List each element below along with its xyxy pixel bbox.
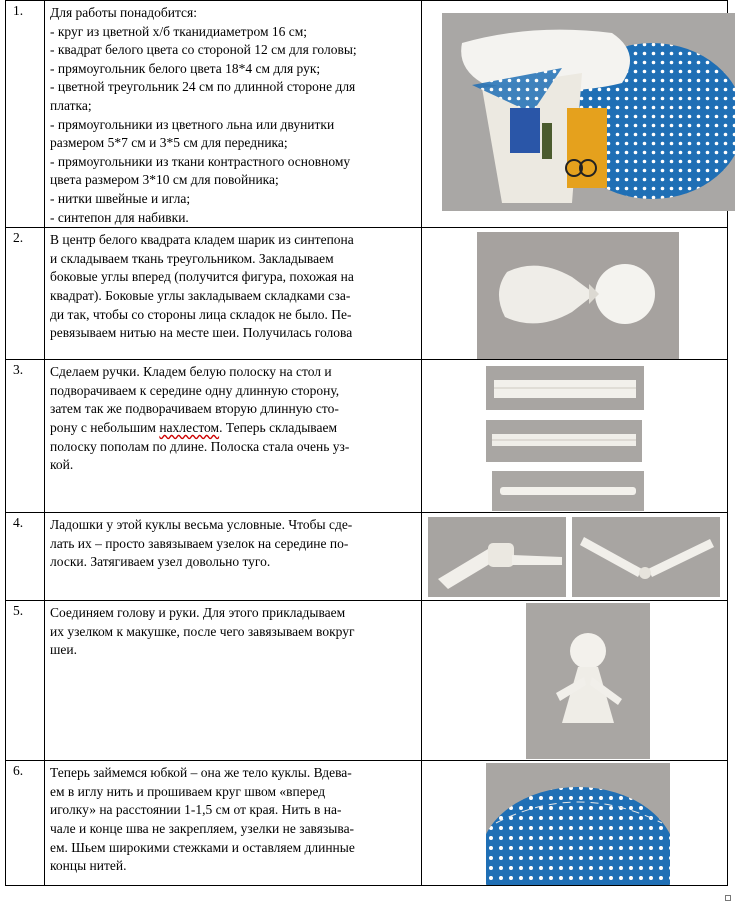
step-row-4 <box>6 513 728 601</box>
step-text: Сделаем ручки. Кладем белую полоску на стол и подворачиваем к середине одну длинную сторону, затем так же подворачиваем вторую длинную сто- рону с небольшим нахлестом. Теперь складываем полоску пополам по длине. Полоска стала очень уз- кой. <box>45 360 422 513</box>
step-row-6 <box>6 761 728 886</box>
table-end-marker <box>725 895 731 901</box>
strip-photo-1 <box>486 366 644 410</box>
step-number: 6. <box>6 761 45 886</box>
materials-photo <box>442 13 735 211</box>
step-image-cell <box>422 1 728 228</box>
step-number: 5. <box>6 601 45 761</box>
step-number: 1. <box>6 1 45 228</box>
step-image-cell <box>422 228 728 360</box>
knot-photo-2 <box>572 517 720 597</box>
step-text: Для работы понадобится: - круг из цветной х/б тканидиаметром 16 см; - квадрат белого цвета со стороной 12 см для головы; - прямоугольник белого цвета 18*4 см для рук; - цветной треугольник 24 см по длинной стороне для платка; - прямоугольники из цветного льна или двунитки размером 5*7 см и 3*5 см для передника; - прямоугольники из ткани контрастного основному цвета размером 3*10 см для повойника; - нитки швейные и игла; - синтепон для набивки. <box>45 1 422 228</box>
head-photo <box>477 232 679 359</box>
instruction-table <box>5 0 728 886</box>
step-row-1 <box>6 1 728 228</box>
step-text: Теперь займемся юбкой – она же тело куклы. Вдева- ем в иглу нить и прошиваем круг швом «вперед иголку» на расстоянии 1-1,5 см от края. Нить в на- чале и конце шва не закрепляем, узелки не завязыва- ем. Шьем широкими стежками и оставляем длинные концы нитей. <box>45 761 422 886</box>
step-image-cell <box>422 360 728 513</box>
step-number: 2. <box>6 228 45 360</box>
step-row-5 <box>6 601 728 761</box>
step-number: 3. <box>6 360 45 513</box>
step-row-3 <box>6 360 728 513</box>
sewing-circle-photo <box>486 763 670 885</box>
step-text: Соединяем голову и руки. Для этого прикладываем их узелком к макушке, после чего завязываем вокруг шеи. <box>45 601 422 761</box>
step-number: 4. <box>6 513 45 601</box>
step-row-2 <box>6 228 728 360</box>
step-image-cell <box>422 513 728 601</box>
knot-photo-1 <box>428 517 566 597</box>
step-text: Ладошки у этой куклы весьма условные. Чтобы сде- лать их – просто завязываем узелок на середине по- лоски. Затягиваем узел довольно туго. <box>45 513 422 601</box>
strip-photo-2 <box>486 420 642 462</box>
strip-photo-3 <box>492 471 644 511</box>
step-image-cell <box>422 601 728 761</box>
step-image-cell <box>422 761 728 886</box>
doll-head-arms-photo <box>526 603 650 759</box>
step-text: В центр белого квадрата кладем шарик из синтепона и складываем ткань треугольником. Закладываем боковые углы вперед (получится фигура, похожая на квадрат). Боковые углы закладываем складками сза- ди так, чтобы со стороны лица складок не было. Пе- ревязываем нитью на месте шеи. Получилась голова <box>45 228 422 360</box>
spellcheck-word: нахлестом <box>159 419 220 435</box>
